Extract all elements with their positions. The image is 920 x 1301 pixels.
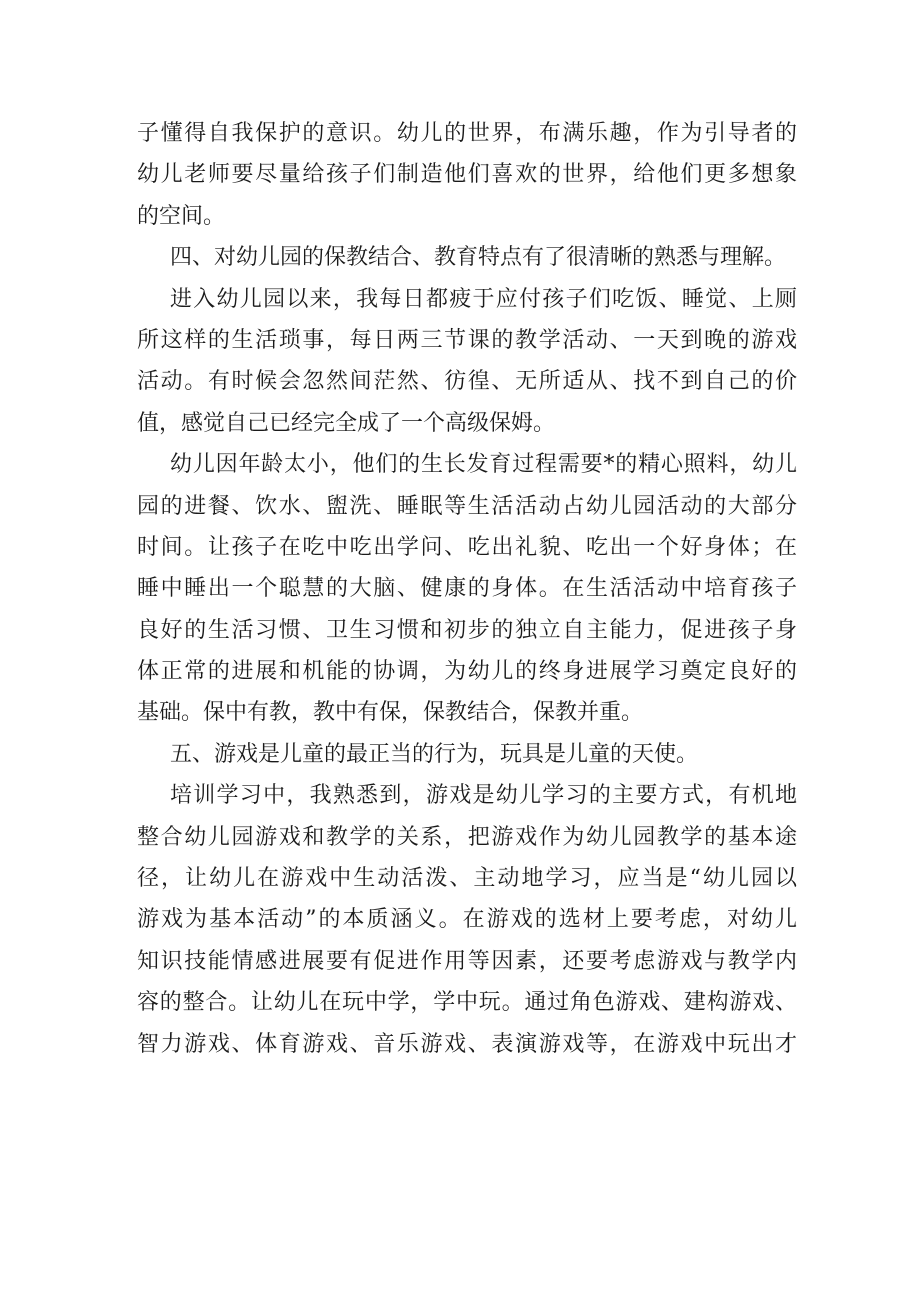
text-line: 五、游戏是儿童的最正当的行为，玩具是儿童的天使。	[170, 741, 699, 767]
text-line: 培训学习中，我熟悉到，游戏是幼儿学习的主要方式，有机地	[170, 783, 797, 809]
text-line: 进入幼儿园以来，我每日都疲于应付孩子们吃饭、睡觉、上厕	[170, 286, 797, 312]
text-line: 幼儿因年龄太小，他们的生长发育过程需要*的精心照料，幼儿	[170, 452, 797, 478]
text-line: 子懂得自我保护的意识。幼儿的世界，布满乐趣，作为引导者的	[137, 121, 797, 146]
text-line: 径，让幼儿在游戏中生动活泼、主动地学习，应当是“幼儿园以	[137, 866, 797, 892]
text-line: 容的整合。让幼儿在玩中学，学中玩。通过角色游戏、建构游戏、	[137, 990, 797, 1016]
text-line: 整合幼儿园游戏和教学的关系，把游戏作为幼儿园教学的基本途	[137, 824, 797, 850]
text-line: 基础。保中有教，教中有保，保教结合，保教并重。	[137, 700, 644, 726]
text-line: 游戏为基本活动”的本质涵义。在游戏的选材上要考虑，对幼儿	[137, 907, 797, 933]
text-line: 幼儿老师要尽量给孩子们制造他们喜欢的世界，给他们更多想象	[137, 162, 797, 188]
document-body	[137, 113, 797, 1065]
text-line: 所这样的生活琐事，每日两三节课的教学活动、一天到晚的游戏	[137, 327, 797, 353]
text-line: 四、对幼儿园的保教结合、教育特点有了很清晰的熟悉与理解。	[170, 245, 787, 271]
text-line: 睡中睡出一个聪慧的大脑、健康的身体。在生活活动中培育孩子	[137, 576, 797, 602]
text-line: 体正常的进展和机能的协调，为幼儿的终身进展学习奠定良好的	[137, 659, 797, 685]
text-line: 良好的生活习惯、卫生习惯和初步的独立自主能力，促进孩子身	[137, 617, 797, 643]
text-line: 的空间。	[137, 203, 226, 229]
text-line: 知识技能情感进展要有促进作用等因素，还要考虑游戏与教学内	[137, 948, 797, 974]
text-line: 园的进餐、饮水、盥洗、睡眠等生活活动占幼儿园活动的大部分	[137, 493, 797, 519]
text-line: 智力游戏、体育游戏、音乐游戏、表演游戏等，在游戏中玩出才	[137, 1031, 797, 1057]
text-line: 活动。有时候会忽然间茫然、彷徨、无所适从、找不到自己的价	[137, 369, 797, 395]
text-line: 时间。让孩子在吃中吃出学问、吃出礼貌、吃出一个好身体；在	[137, 534, 797, 560]
text-line: 值，感觉自己已经完全成了一个高级保姆。	[137, 410, 556, 436]
